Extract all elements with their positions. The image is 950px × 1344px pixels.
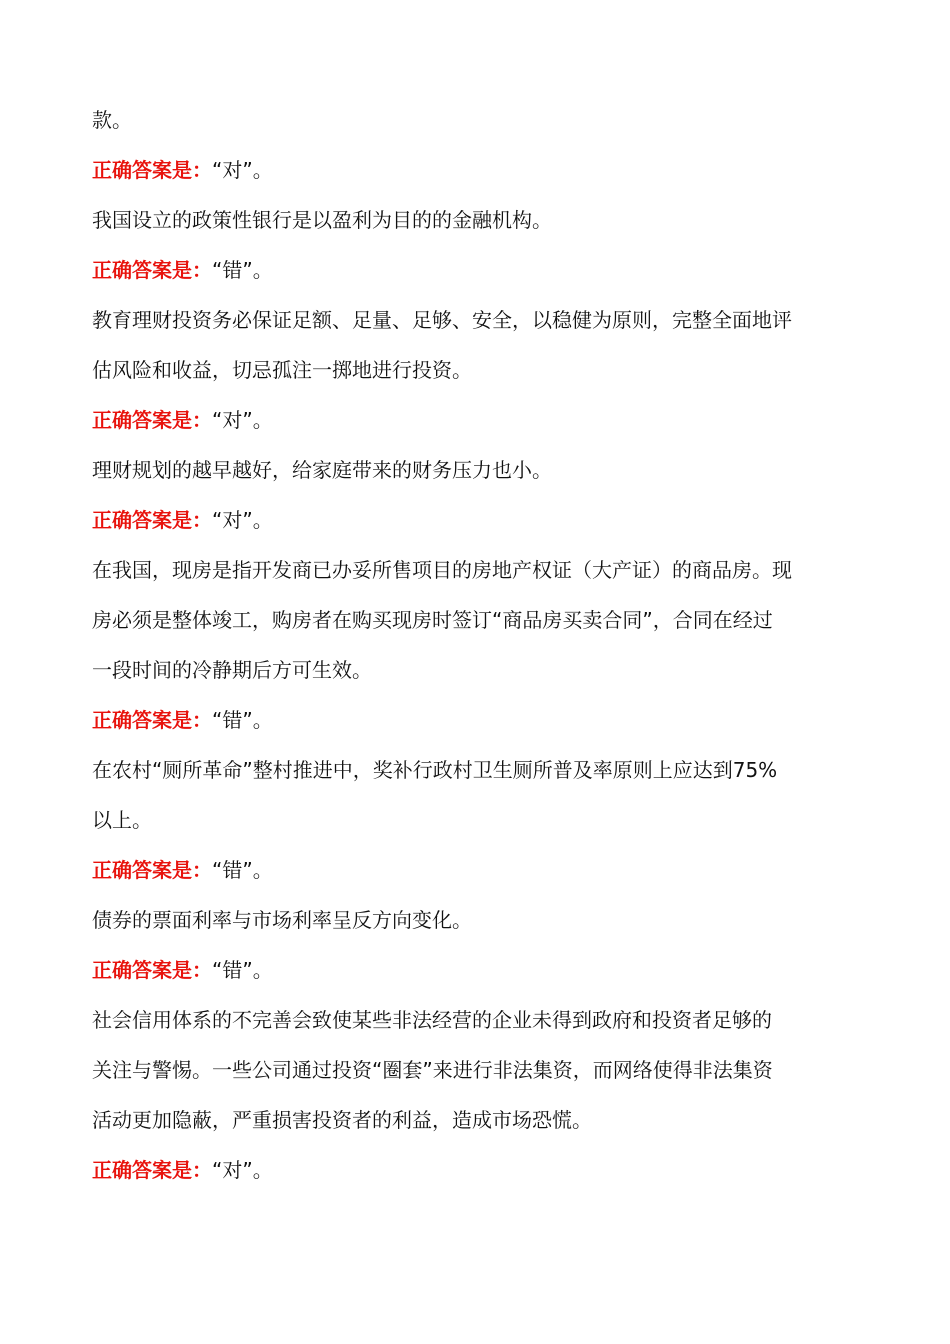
answer-line (92, 495, 892, 545)
answer-value: “对”。 (212, 1158, 273, 1182)
answer-label: 正确答案是： (92, 858, 212, 882)
question-text-line: 以上。 (92, 808, 152, 832)
answer-line (92, 395, 892, 445)
question-text-line: 社会信用体系的不完善会致使某些非法经营的企业未得到政府和投资者足够的 (92, 1008, 772, 1032)
answer-line (92, 945, 892, 995)
answer-value: “错”。 (212, 858, 273, 882)
answer-line (92, 845, 892, 895)
answer-value: “对”。 (212, 408, 273, 432)
question-text-line: 关注与警惕。一些公司通过投资“圈套”来进行非法集资，而网络使得非法集资 (92, 1058, 773, 1082)
answer-label: 正确答案是： (92, 258, 212, 282)
answer-line (92, 145, 892, 195)
question-text-line: 债券的票面利率与市场利率呈反方向变化。 (92, 908, 472, 932)
question-text-line: 房必须是整体竣工，购房者在购买现房时签订“商品房买卖合同”，合同在经过 (92, 608, 773, 632)
question-text-line: 估风险和收益，切忌孤注一掷地进行投资。 (92, 358, 472, 382)
question-text-line: 我国设立的政策性银行是以盈利为目的的金融机构。 (92, 208, 552, 232)
answer-label: 正确答案是： (92, 408, 212, 432)
question-text-line: 在我国，现房是指开发商已办妥所售项目的房地产权证（大产证）的商品房。现 (92, 558, 792, 582)
continuation-text: 款。 (92, 108, 132, 132)
answer-label: 正确答案是： (92, 508, 212, 532)
answer-label: 正确答案是： (92, 1158, 212, 1182)
answer-value: “对”。 (212, 158, 273, 182)
answer-value: “对”。 (212, 508, 273, 532)
answer-label: 正确答案是： (92, 158, 212, 182)
answer-value: “错”。 (212, 958, 273, 982)
question-text-line: 活动更加隐蔽，严重损害投资者的利益，造成市场恐慌。 (92, 1108, 592, 1132)
question-text-line: 教育理财投资务必保证足额、足量、足够、安全，以稳健为原则，完整全面地评 (92, 308, 792, 332)
answer-value: “错”。 (212, 708, 273, 732)
question-text-line: 理财规划的越早越好，给家庭带来的财务压力也小。 (92, 458, 552, 482)
answer-line (92, 245, 892, 295)
answer-line (92, 1145, 892, 1195)
answer-value: “错”。 (212, 258, 273, 282)
question-text-line: 一段时间的冷静期后方可生效。 (92, 658, 372, 682)
answer-label: 正确答案是： (92, 708, 212, 732)
answer-label: 正确答案是： (92, 958, 212, 982)
question-text-line: 在农村“厕所革命”整村推进中，奖补行政村卫生厕所普及率原则上应达到75% (92, 758, 778, 782)
document-body (92, 95, 892, 1195)
answer-line (92, 695, 892, 745)
